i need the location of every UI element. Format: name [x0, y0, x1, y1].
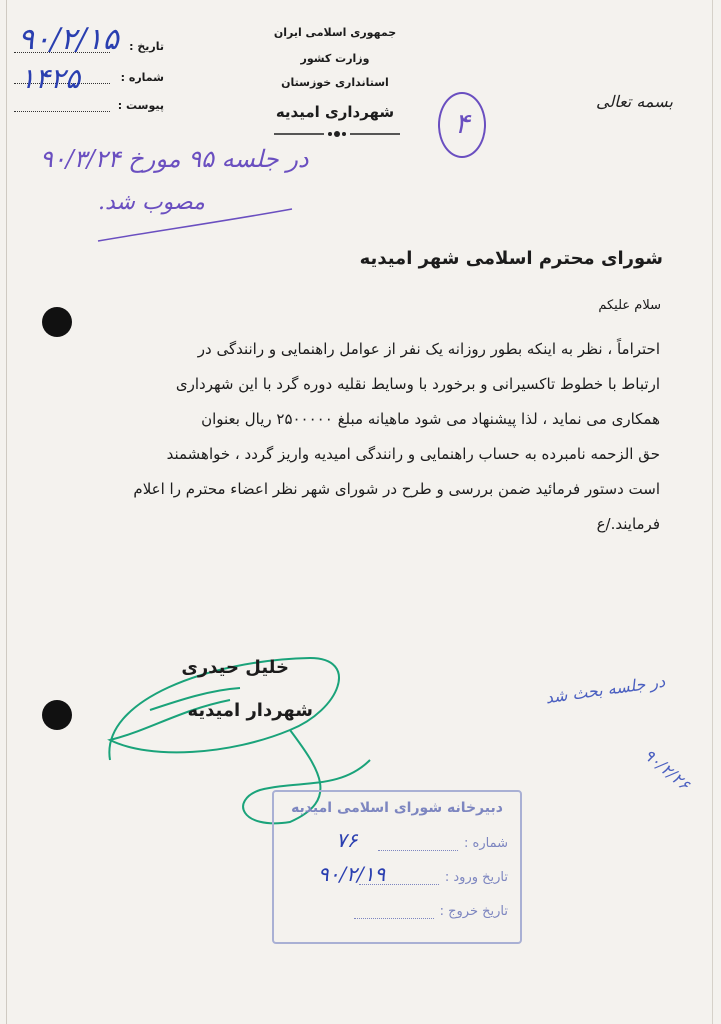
handwritten-date: ۹۰/۲/۱۵ — [18, 22, 119, 57]
body-line: حق الزحمه نامبرده به حساب راهنمایی و رانندگی امیدیه واریز گردد ، خواهشمند — [166, 445, 660, 463]
body-line: است دستور فرمائید ضمن بررسی و طرح در شورای شهر نظر اعضاء محترم را اعلام — [133, 480, 660, 498]
punch-hole-bottom — [42, 700, 72, 730]
bismillah: بسمه تعالی — [596, 92, 673, 111]
body-line: احتراماً ، نظر به اینکه بطور روزانه یک نفر از عوامل راهنمایی و رانندگی در — [197, 340, 660, 358]
circled-number: ۴ — [438, 92, 486, 158]
greeting: سلام علیکم — [598, 298, 661, 313]
number-label: شماره : — [120, 71, 164, 84]
header-ministry: وزارت کشور — [300, 52, 370, 65]
stamp-exit-dots — [354, 908, 434, 919]
body-line: ارتباط با خطوط تاکسیرانی و برخورد با وسایط نقلیه دوره گرد با این شهرداری — [175, 375, 660, 393]
stamp-title: دبیرخانه شورای اسلامی امیدیه — [291, 800, 503, 816]
letter-body — [60, 332, 660, 542]
header-organization: شهرداری امیدیه — [275, 103, 395, 121]
stamp-number-dots — [378, 840, 458, 851]
signer-title: شهردار امیدیه — [187, 700, 313, 721]
header-province: استانداری خوزستان — [281, 76, 389, 89]
header-country: جمهوری اسلامی ایران — [273, 26, 397, 39]
stamp-number-row — [378, 836, 508, 851]
stamp-received-value: ۹۰/۲/۱۹ — [318, 862, 386, 886]
stamp-exit-row — [354, 904, 508, 919]
date-label: تاریخ : — [129, 40, 164, 53]
registry-stamp — [272, 790, 522, 944]
stamp-number-value: ۷۶ — [336, 828, 358, 852]
handwritten-note-line2: مصوب شد. — [98, 190, 205, 215]
addressee: شورای محترم اسلامی شهر امیدیه — [359, 248, 663, 269]
body-line: فرمایند./ع — [596, 515, 660, 533]
handwritten-underline — [96, 205, 296, 245]
side-handwritten-date: ۹۰/۲/۲۶ — [640, 744, 694, 795]
meta-attachment-row — [14, 99, 164, 112]
scan-edge-left — [6, 0, 7, 1024]
handwritten-number: ۱۴۲۵ — [20, 62, 81, 95]
handwritten-note-line1: در جلسه ۹۵ مورخ ۹۰/۳/۲۴ — [40, 145, 309, 173]
stamp-received-label: تاریخ ورود : — [444, 870, 508, 885]
ornament-divider — [272, 128, 402, 140]
stamp-exit-label: تاریخ خروج : — [439, 904, 508, 919]
scan-edge-right — [712, 0, 713, 1024]
attachment-label: پیوست : — [117, 99, 164, 112]
stamp-number-label: شماره : — [464, 836, 508, 851]
body-line: همکاری می نماید ، لذا پیشنهاد می شود ماهیانه مبلغ ۲۵۰۰۰۰۰ ریال بعنوان — [201, 410, 660, 428]
attachment-dots — [14, 101, 110, 112]
side-handwritten-note: در جلسه بحث شد — [544, 671, 667, 708]
signer-name: خلیل حیدری — [181, 657, 289, 678]
